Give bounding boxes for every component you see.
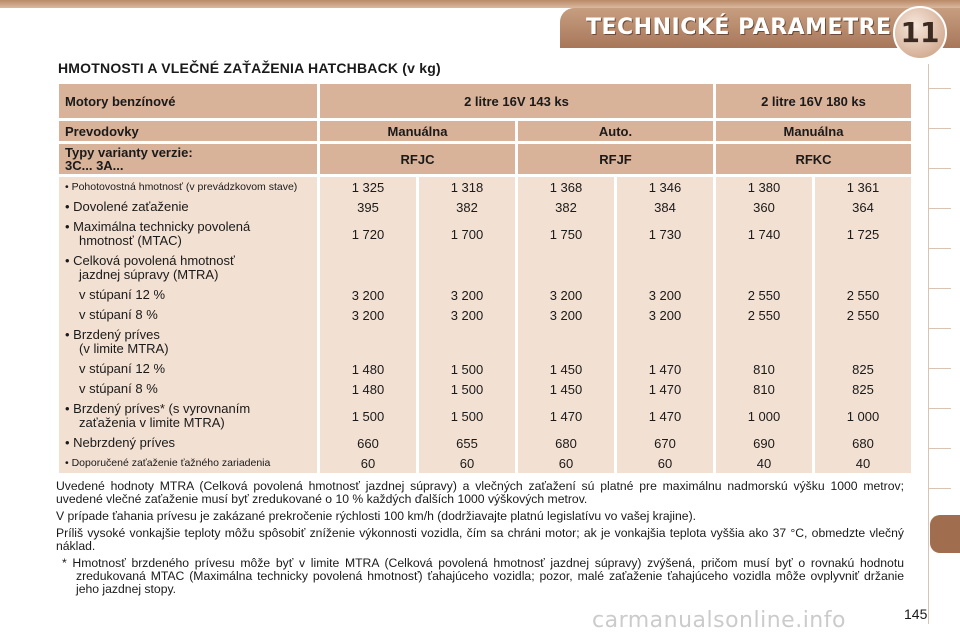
cell-value: 825 <box>815 359 911 379</box>
cell-value: 2 550 <box>716 285 812 305</box>
chapter-title: TECHNICKÉ PARAMETRE <box>586 15 892 40</box>
row-label: • Brzdený príves (v limite MTRA) <box>59 325 317 359</box>
cell-value: 660 <box>320 433 416 453</box>
cell-value: 60 <box>419 453 515 473</box>
row-label: • Doporučené zaťaženie ťažného zariadenia <box>59 453 317 473</box>
cell-value: 3 200 <box>518 305 614 325</box>
cell-value: 3 200 <box>320 285 416 305</box>
header-label-gearbox: Prevodovky <box>59 121 317 141</box>
tab-divider <box>929 248 951 249</box>
row-label: v stúpaní 12 % <box>59 285 317 305</box>
row-label: • Brzdený príves* (s vyrovnaním zaťaženia v limite MTRA) <box>59 399 317 433</box>
watermark: carmanualsonline.info <box>592 608 846 633</box>
cell-value: 40 <box>716 453 812 473</box>
cell-value <box>419 325 515 359</box>
cell-value: 1 500 <box>419 379 515 399</box>
cell-value <box>617 251 713 285</box>
cell-value: 1 325 <box>320 177 416 197</box>
row-label: • Pohotovostná hmotnosť (v prevádzkovom stave) <box>59 177 317 197</box>
type-rfjc: RFJC <box>320 144 515 174</box>
type-rfjf: RFJF <box>518 144 713 174</box>
cell-value: 690 <box>716 433 812 453</box>
cell-value <box>617 325 713 359</box>
cell-value: 810 <box>716 379 812 399</box>
tab-divider <box>929 128 951 129</box>
tab-divider <box>929 408 951 409</box>
table-row <box>59 433 911 453</box>
cell-value: 2 550 <box>815 285 911 305</box>
table-row <box>59 177 911 197</box>
cell-value: 382 <box>419 197 515 217</box>
cell-value: 1 450 <box>518 379 614 399</box>
cell-value <box>815 325 911 359</box>
table-body <box>59 177 911 473</box>
cell-value <box>716 251 812 285</box>
cell-value: 1 500 <box>419 399 515 433</box>
cell-value: 1 470 <box>518 399 614 433</box>
cell-value: 1 720 <box>320 217 416 251</box>
cell-value: 1 480 <box>320 379 416 399</box>
table-row <box>59 359 911 379</box>
header-top-bar <box>0 0 960 8</box>
cell-value <box>419 251 515 285</box>
row-label: v stúpaní 12 % <box>59 359 317 379</box>
cell-value: 3 200 <box>617 305 713 325</box>
tab-divider <box>929 368 951 369</box>
cell-value: 3 200 <box>320 305 416 325</box>
cell-value: 670 <box>617 433 713 453</box>
cell-value: 364 <box>815 197 911 217</box>
cell-value: 1 500 <box>419 359 515 379</box>
active-chapter-tab[interactable] <box>930 515 960 553</box>
cell-value: 1 361 <box>815 177 911 197</box>
table-row <box>59 251 911 285</box>
row-label: • Celková povolená hmotnosť jazdnej súpravy (MTRA) <box>59 251 317 285</box>
page-number: 145 <box>904 606 928 622</box>
cell-value: 3 200 <box>419 285 515 305</box>
gearbox-manual-2: Manuálna <box>716 121 911 141</box>
table-header-types <box>59 144 911 174</box>
engine-2l-143: 2 litre 16V 143 ks <box>320 84 713 118</box>
weights-table <box>56 84 914 473</box>
cell-value: 1 750 <box>518 217 614 251</box>
cell-value <box>320 325 416 359</box>
cell-value: 1 318 <box>419 177 515 197</box>
cell-value: 1 368 <box>518 177 614 197</box>
cell-value: 60 <box>617 453 713 473</box>
cell-value: 3 200 <box>419 305 515 325</box>
cell-value: 360 <box>716 197 812 217</box>
cell-value: 655 <box>419 433 515 453</box>
table-row <box>59 399 911 433</box>
chapter-number-badge <box>893 6 947 60</box>
note-footnote: * Hmotnosť brzdeného prívesu môže byť v limite MTRA (Celková povolená hmotnosť jazdnej súpravy) zvýšená, pričom musí byť o rovnakú hodnotu zredukovaná MTAC (Maximálna technicky povolená hmotnosť) ťahajúceho vozidla; pozor, malé zaťaženie ťahajúceho vozidla môže ovplyvniť držanie jeho jazdnej stopy. <box>62 556 904 596</box>
gearbox-auto: Auto. <box>518 121 713 141</box>
note-speed: V prípade ťahania prívesu je zakázané prekročenie rýchlosti 100 km/h (dodržiavajte platnú legislatívu vo vašej krajine). <box>56 509 697 523</box>
cell-value <box>518 325 614 359</box>
cell-value: 60 <box>518 453 614 473</box>
tab-divider <box>929 488 951 489</box>
table-row <box>59 325 911 359</box>
cell-value: 1 450 <box>518 359 614 379</box>
table-row <box>59 197 911 217</box>
cell-value: 3 200 <box>617 285 713 305</box>
cell-value: 1 480 <box>320 359 416 379</box>
table-header-engines <box>59 84 911 118</box>
cell-value: 1 470 <box>617 379 713 399</box>
cell-value: 1 725 <box>815 217 911 251</box>
cell-value: 680 <box>518 433 614 453</box>
engine-2l-180: 2 litre 16V 180 ks <box>716 84 911 118</box>
row-label: v stúpaní 8 % <box>59 379 317 399</box>
tab-divider <box>929 288 951 289</box>
cell-value: 1 380 <box>716 177 812 197</box>
table-row <box>59 379 911 399</box>
cell-value: 1 000 <box>815 399 911 433</box>
cell-value: 1 346 <box>617 177 713 197</box>
tab-divider <box>929 88 951 89</box>
cell-value <box>320 251 416 285</box>
cell-value: 395 <box>320 197 416 217</box>
notes <box>56 480 904 600</box>
cell-value: 1 500 <box>320 399 416 433</box>
table-row <box>59 285 911 305</box>
cell-value: 825 <box>815 379 911 399</box>
cell-value <box>716 325 812 359</box>
cell-value: 384 <box>617 197 713 217</box>
type-rfkc: RFKC <box>716 144 911 174</box>
cell-value: 1 470 <box>617 359 713 379</box>
row-label: • Nebrzdený príves <box>59 433 317 453</box>
tab-divider <box>929 168 951 169</box>
tab-divider <box>929 328 951 329</box>
cell-value <box>518 251 614 285</box>
cell-value: 1 000 <box>716 399 812 433</box>
cell-value: 382 <box>518 197 614 217</box>
cell-value <box>815 251 911 285</box>
cell-value: 2 550 <box>716 305 812 325</box>
cell-value: 3 200 <box>518 285 614 305</box>
row-label: • Dovolené zaťaženie <box>59 197 317 217</box>
table-row <box>59 453 911 473</box>
table-row <box>59 305 911 325</box>
table-row <box>59 217 911 251</box>
page-header <box>0 0 960 50</box>
tab-divider <box>929 448 951 449</box>
cell-value: 1 700 <box>419 217 515 251</box>
cell-value: 2 550 <box>815 305 911 325</box>
cell-value: 1 470 <box>617 399 713 433</box>
chapter-number: 11 <box>900 16 940 49</box>
note-temperature: Príliš vysoké vonkajšie teploty môžu spôsobiť zníženie výkonnosti vozidla, čím sa chráni motor; ak je vonkajšia teplota vyššia ako 37 °C, obmedzte vlečný náklad. <box>56 526 904 553</box>
cell-value: 1 730 <box>617 217 713 251</box>
cell-value: 40 <box>815 453 911 473</box>
cell-value: 60 <box>320 453 416 473</box>
tab-divider <box>929 208 951 209</box>
cell-value: 680 <box>815 433 911 453</box>
header-label-types: Typy varianty verzie: 3C... 3A... <box>59 144 317 174</box>
header-label-engines: Motory benzínové <box>59 84 317 118</box>
table-header-gearbox <box>59 121 911 141</box>
gearbox-manual-1: Manuálna <box>320 121 515 141</box>
cell-value: 810 <box>716 359 812 379</box>
row-label: v stúpaní 8 % <box>59 305 317 325</box>
cell-value: 1 740 <box>716 217 812 251</box>
row-label: • Maximálna technicky povolená hmotnosť (MTAC) <box>59 217 317 251</box>
section-title: HMOTNOSTI A VLEČNÉ ZAŤAŽENIA HATCHBACK (v kg) <box>58 60 441 76</box>
note-altitude: Uvedené hodnoty MTRA (Celková povolená hmotnosť jazdnej súpravy) a vlečných zaťažení sú platné pre maximálnu nadmorskú výšku 1000 metrov; uvedené vlečné zaťaženie musí byť zredukované o 10 % každých ďalších 1000 výškových metrov. <box>56 479 904 506</box>
